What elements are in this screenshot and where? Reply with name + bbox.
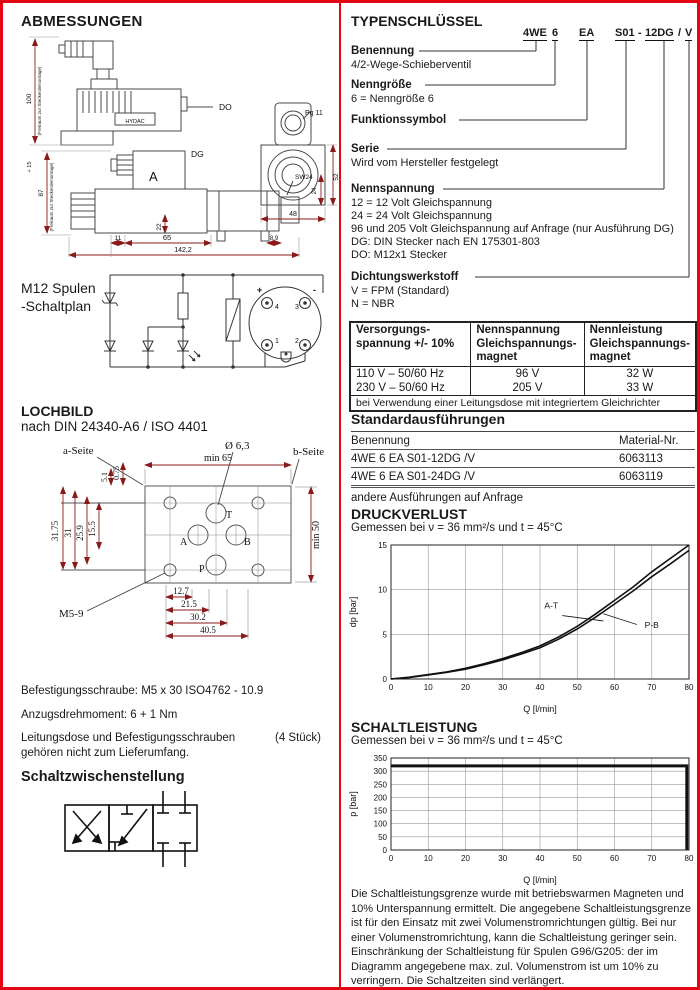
svg-text:250: 250 [373, 780, 387, 790]
valve-do-view [59, 41, 213, 145]
label-dichtungswerkstoff: Dichtungswerkstoff [351, 271, 459, 283]
circuit-pin-2: 2 [295, 338, 299, 345]
valve-note-freiraum: (Freiraum zur Steckerdemontage) [37, 66, 42, 136]
circuit-pin-4: 4 [275, 304, 279, 311]
label-funktionssymbol: Funktionssymbol [351, 114, 447, 126]
schaltzwischenstellung-title: Schaltzwischenstellung [21, 769, 185, 785]
standard-row: 4WE 6 EA S01-12DG /V 6063113 [351, 450, 695, 468]
lochbild-dimension-lines [63, 463, 311, 636]
note-supply-text: Leitungsdose und Befestigungsschrauben [21, 732, 236, 744]
svg-text:p [bar]: p [bar] [348, 791, 358, 817]
lochbild-gray-lines [61, 503, 145, 570]
druckverlust-subtitle: Gemessen bei ν = 36 mm²/s und t = 45°C [351, 522, 563, 534]
lochbild-port-p: P [199, 564, 205, 575]
lochbild-label-min65: min 65 [203, 453, 233, 464]
lochbild-label-dia: Ø 6,3 [225, 440, 250, 452]
value-nennspannung-2: 24 = 24 Volt Gleichspannung [351, 210, 492, 222]
code-part-4we: 4WE [523, 27, 547, 39]
note-torque: Anzugsdrehmoment: 6 + 1 Nm [21, 709, 178, 721]
lochbild-dim-31: 31 [63, 528, 73, 538]
svg-text:50: 50 [572, 683, 582, 692]
lochbild-dim-15-5: 15.5 [87, 521, 97, 537]
circuit-pin-3: 3 [295, 304, 299, 311]
schaltzwischenstellung-symbol [51, 789, 231, 869]
valve-extension-lines [29, 37, 337, 257]
svg-text:0: 0 [382, 675, 387, 684]
lochbild-label-m5: M5-9 [59, 608, 84, 620]
code-part-dash: - [638, 27, 642, 39]
svg-text:0: 0 [388, 683, 394, 692]
standard-col-materialnr: Material-Nr. [619, 435, 679, 447]
circuit-pin-plus: + [257, 285, 263, 295]
lochbild-dim-12-7: 12.7 [173, 586, 189, 596]
table-header-row [350, 322, 696, 366]
druckverlust-title: DRUCKVERLUST [351, 506, 467, 522]
lochbild-dim-25-9: 25.9 [75, 525, 85, 541]
lochbild-port-t: T [226, 510, 233, 521]
valve-label-dg: DG [191, 149, 204, 159]
svg-text:40: 40 [535, 854, 545, 863]
standard-col-benennung: Benennung [351, 435, 410, 447]
valve-label-do: DO [219, 102, 232, 112]
code-part-ea: EA [579, 27, 595, 39]
svg-text:60: 60 [610, 683, 619, 692]
m12-schaltplan-label: M12 Spulen -Schaltplan [21, 280, 96, 314]
value-dichtung-1: V = FPM (Standard) [351, 285, 450, 297]
value-nennspannung-3: 96 und 205 Volt Gleichspannung auf Anfrage (nur Ausführung DG) [351, 223, 674, 235]
circuit-pin-1: 1 [275, 338, 279, 345]
code-part-12dg: 12DG [645, 27, 674, 39]
lochbild-dim-21-5: 21.5 [181, 599, 197, 609]
label-nenngroesse: Nenngröße [351, 79, 412, 91]
svg-text:0: 0 [382, 846, 387, 855]
svg-text:15: 15 [378, 541, 387, 550]
svg-text:Q [l/min]: Q [l/min] [523, 704, 557, 714]
value-benennung: 4/2-Wege-Schieberventil [351, 59, 472, 71]
lochbild-label-min50: min 50 [311, 520, 322, 550]
svg-text:70: 70 [647, 683, 657, 692]
lochbild-port-b: B [244, 537, 251, 548]
svg-text:80: 80 [684, 854, 694, 863]
valve-dim-11: 11 [114, 235, 122, 242]
col-versorgungsspannung: Versorgungs- spannung +/- 10% [350, 322, 471, 366]
svg-text:80: 80 [684, 683, 694, 692]
lochbild-subtitle: nach DIN 24340-A6 / ISO 4401 [21, 419, 208, 434]
value-nennspannung-4: DG: DIN Stecker nach EN 175301-803 [351, 236, 540, 248]
valve-dim-8-9: 8,9 [269, 236, 279, 242]
valve-dimension-drawing [15, 29, 341, 265]
svg-text:dp [bar]: dp [bar] [348, 596, 358, 628]
note-supply-line2: gehören nicht zum Lieferumfang. [21, 747, 190, 759]
valve-label-sw24: SW24 [295, 174, 313, 181]
valve-label-pg11: Pg 11 [305, 110, 323, 117]
svg-text:20: 20 [461, 683, 470, 692]
lochbild-dim-5-1: 5.1 [100, 472, 109, 482]
value-dichtung-2: N = NBR [351, 298, 395, 310]
typenschluessel-section [349, 9, 699, 321]
standard-note: andere Ausführungen auf Anfrage [351, 492, 524, 504]
valve-symbol-ports [109, 791, 191, 867]
svg-text:P-B: P-B [644, 620, 659, 631]
svg-text:Q [l/min]: Q [l/min] [523, 875, 557, 885]
svg-text:150: 150 [373, 806, 387, 816]
circuit-junctions [146, 273, 235, 369]
valve-dim-87: 87 [38, 189, 45, 197]
standard-row: 4WE 6 EA S01-24DG /V 6063119 [351, 468, 695, 488]
schaltleistung-title: SCHALTLEISTUNG [351, 719, 478, 735]
lochbild-dim-31-75: 31.75 [50, 520, 60, 542]
label-serie: Serie [351, 143, 380, 155]
svg-text:70: 70 [647, 854, 657, 863]
col-nennspannung: Nennspannung Gleichspannungs- magnet [471, 322, 584, 366]
svg-text:A-T: A-T [544, 600, 559, 611]
label-nennspannung: Nennspannung [351, 183, 435, 195]
lochbild-label-a-seite: a-Seite [63, 445, 94, 457]
code-part-s01: S01 [615, 27, 635, 39]
svg-text:10: 10 [378, 585, 387, 595]
label-benennung: Benennung [351, 45, 415, 57]
lochbild-dim-30-2: 30.2 [190, 612, 206, 622]
valve-symbol-arrows [73, 809, 147, 845]
schaltleistung-footnote: Die Schaltleistungsgrenze wurde mit betriebswarmen Magneten und 10% Unterspannung ermittelt. Die angegebene Schaltleistungsgrenze ist für den Einsatz mit zwei Volumenstromrichtungen gültig. Bei nur einer Volumenstromrichtung, kann die Schaltleistung geringer sein. Einschränkung der Schaltleistung für Spulen G96/G205: der im Diagramm angegebene max. zul. Volumenstrom ist um 10% zu verringern. Die Schaltzeiten sind verlängert. [351, 888, 691, 987]
svg-text:10: 10 [423, 683, 433, 692]
lochbild-plate [145, 486, 291, 583]
note-supply-line1 [21, 732, 321, 744]
svg-text:5: 5 [382, 630, 387, 640]
table-note-row: bei Verwendung einer Leitungsdose mit integriertem Gleichrichter [350, 395, 696, 411]
druckverlust-chart [347, 537, 699, 715]
svg-text:60: 60 [610, 854, 619, 863]
valve-label-hydac: HYDAC [125, 119, 145, 125]
table-row: 110 V – 50/60 Hz 96 V 32 W [350, 366, 696, 381]
standard-title: Standardausführungen [351, 411, 695, 432]
valve-dim-52: 52 [333, 173, 340, 181]
svg-text:50: 50 [572, 854, 582, 863]
valve-dim-plus15: + 15 [27, 161, 33, 173]
svg-text:40: 40 [535, 683, 545, 692]
schaltleistung-subtitle: Gemessen bei ν = 36 mm²/s und t = 45°C [351, 735, 563, 747]
lochbild-title: LOCHBILD [21, 403, 94, 419]
valve-dim-48: 48 [289, 211, 297, 218]
svg-text:30: 30 [498, 854, 508, 863]
code-part-6: 6 [552, 27, 559, 39]
note-screw: Befestigungsschraube: M5 x 30 ISO4762 - 10.9 [21, 685, 264, 697]
valve-symbol-boxes [65, 805, 197, 851]
standardausfuehrungen-section [351, 411, 695, 504]
value-serie: Wird vom Hersteller festgelegt [351, 157, 499, 169]
standard-header-row [351, 432, 695, 450]
value-nenngroesse: 6 = Nenngröße 6 [351, 93, 434, 105]
svg-text:10: 10 [423, 854, 433, 863]
valve-dim-22: 22 [156, 223, 163, 231]
code-part-v: V [685, 27, 693, 39]
svg-text:100: 100 [373, 819, 387, 829]
value-nennspannung-5: DO: M12x1 Stecker [351, 249, 447, 261]
col-nennleistung: Nennleistung Gleichspannungs- magnet [584, 322, 696, 366]
svg-text:350: 350 [373, 754, 387, 763]
table-row: 230 V – 50/60 Hz 205 V 33 W [350, 381, 696, 396]
svg-text:0: 0 [388, 854, 394, 863]
valve-dim-100: 100 [26, 93, 33, 105]
circuit-pin-minus: - [313, 285, 316, 295]
valve-dim-24: 24 [312, 187, 318, 195]
note-supply-qty: (4 Stück) [274, 732, 321, 744]
svg-text:200: 200 [373, 793, 387, 803]
value-nennspannung-1: 12 = 12 Volt Gleichspannung [351, 197, 492, 209]
lochbild-dim-40-5: 40.5 [200, 625, 216, 635]
lochbild-dim-0-75: 0.75 [112, 466, 121, 480]
valve-dim-65: 65 [162, 233, 172, 242]
valve-note-freiraum-2: (Freiraum zur Steckerdemontage) [49, 162, 54, 232]
typenschluessel-title: TYPENSCHLÜSSEL [351, 13, 483, 29]
valve-dim-142-2: 142,2 [174, 247, 192, 254]
lochbild-label-b-seite: b-Seite [293, 446, 325, 458]
m12-connector-face [249, 287, 321, 362]
svg-text:30: 30 [498, 683, 508, 692]
lochbild-centerlines [145, 486, 291, 583]
abmessungen-title: ABMESSUNGEN [21, 13, 143, 30]
lochbild-drawing [15, 439, 345, 679]
svg-text:300: 300 [373, 767, 387, 777]
versorgungsspannung-table [349, 321, 697, 412]
valve-dg-side-view [71, 151, 299, 241]
code-part-slash: / [678, 27, 682, 39]
lochbild-port-a: A [180, 537, 188, 548]
m12-circuit-diagram [99, 265, 337, 379]
valve-label-a: A [149, 169, 158, 184]
schaltleistung-chart [347, 750, 699, 886]
svg-text:20: 20 [461, 854, 470, 863]
svg-text:50: 50 [378, 832, 387, 842]
